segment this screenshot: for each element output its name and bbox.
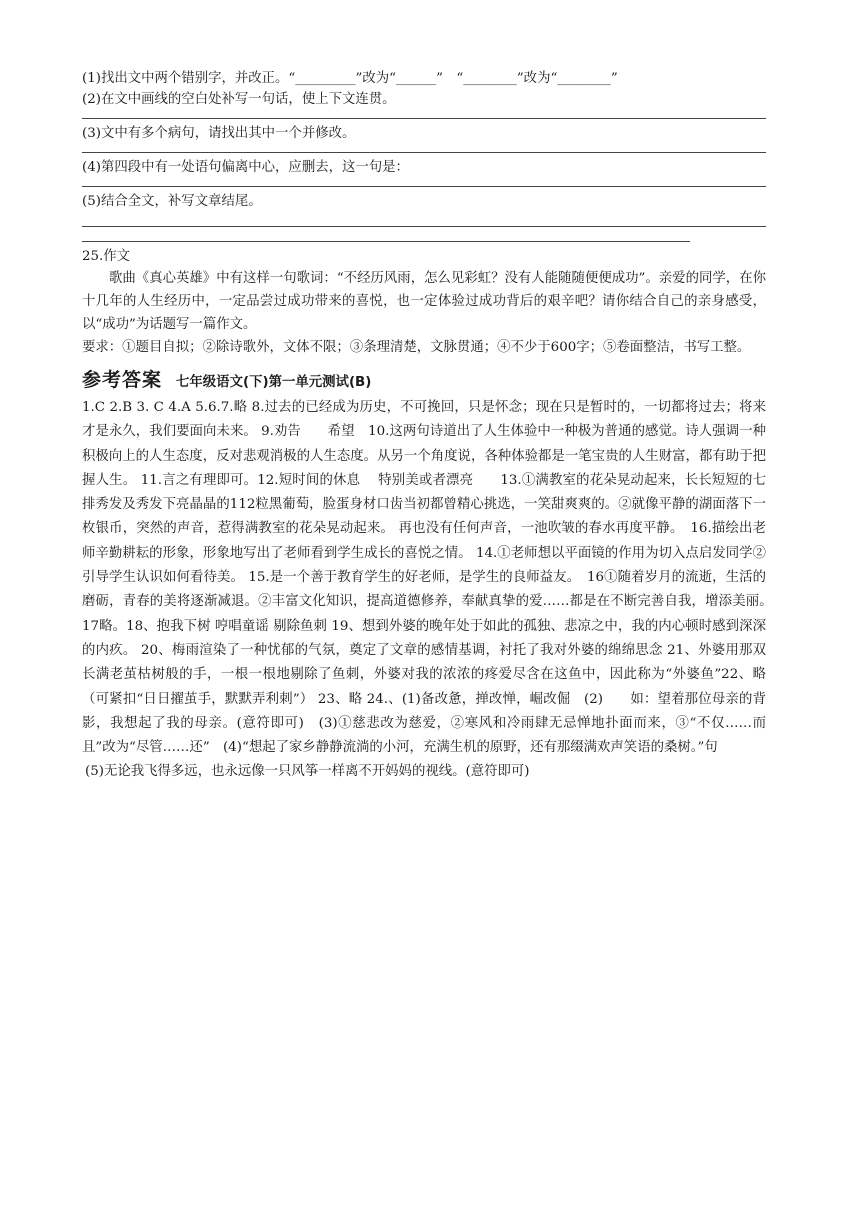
question-4: (4)第四段中有一处语句偏离中心，应删去，这一句是： bbox=[82, 160, 409, 175]
essay-requirements: 要求：①题目自拟；②除诗歌外，文体不限；③条理清楚，文脉贯通；④不少于600字；⑤卷面整洁，书写工整。 bbox=[82, 340, 751, 355]
answers-title: 参考答案 bbox=[82, 369, 163, 391]
essay-prompt: 歌曲《真心英雄》中有这样一句歌词：“不经历风雨，怎么见彩虹？没有人能随随便便成功”。亲爱的同学，在你十几年的人生经历中，一定品尝过成功带来的喜悦，也一定体验过成功背后的艰辛吧？请你结合自己的亲身感受，以“成功”为话题写一篇作文。 bbox=[82, 271, 766, 332]
question-1: (1)找出文中两个错别字，并改正。“_________”改为“______” “________”改为“________” bbox=[82, 71, 618, 86]
question-2: (2)在文中画线的空白处补写一句话，使上下文连贯。 bbox=[82, 92, 396, 107]
essay-heading: 25.作文 bbox=[82, 249, 131, 264]
answers-subtitle: 七年级语文(下)第一单元测试(B) bbox=[176, 375, 372, 390]
answers-last: (5)无论我飞得多远，也永远像一只风筝一样离不开妈妈的视线。(意符即可) bbox=[85, 764, 530, 780]
question-3: (3)文中有多个病句，请找出其中一个并修改。 bbox=[82, 126, 356, 141]
document-page bbox=[82, 68, 780, 785]
answers-body: 1.C 2.B 3. C 4.A 5.6.7.略 8.过去的已经成为历史，不可挽回，只是怀念；现在只是暂时的，一切都将过去；将来才是永久，我们要面向未来。 9.劝告 希望 10.这两句诗道出了人生体验中一种极为普通的感觉。诗人强调一种积极向上的人生态度，反对悲观消极的人生态度。从另一个角度说，各种体验都是一笔宝贵的人生财富，都有助于把握人生。 11.言之有理即可。12.短时间的休息 特别美或者漂亮 13.①满教室的花朵晃动起来，长长短短的七排秀发及秀发下亮晶晶的112粒黑葡萄，脸蛋身材口齿当初都曾精心挑选，一笑甜爽爽的。②就像平静的湖面落下一枚银币，突然的声音，惹得满教室的花朵晃动起来。 再也没有任何声音，一池吹皱的春水再度平静。 16.描绘出老师辛勤耕耘的形象，形象地写出了老师看到学生成长的喜悦之情。 14.①老师想以平面镜的作用为切入点启发同学②引导学生认识如何看待美。 15.是一个善于教育学生的好老师，是学生的良师益友。 16①随着岁月的流逝，生活的磨砺，青春的美将逐渐减退。②丰富文化知识，提高道德修养，奉献真挚的爱……都是在不断完善自我，增添美丽。 17略。18、抱我下树 哼唱童谣 剔除鱼刺 19、想到外婆的晚年处于如此的孤独、悲凉之中，我的内心顿时感到深深的内疚。 20、梅雨渲染了一种忧郁的气氛，奠定了文章的感情基调，衬托了我对外婆的绵绵思念 21、外婆用那双长满老茧枯树般的手，一根一根地剔除了鱼刺，外婆对我的浓浓的疼爱尽含在这鱼中，因此称为“外婆鱼”22、略（可紧扣“日日擢茧手，默默弄利刺”） 23、略 24.、(1)备改惫，掸改惮，崛改倔 (2) 如：望着那位母亲的背影，我想起了我的母亲。(意符即可) (3)①慈悲改为慈爱，②寒风和冷雨肆无忌惮地扑面而来，③“不仅……而且”改为“尽管……还” (4)“想起了家乡静静流淌的小河，充满生机的原野，还有那缀满欢声笑语的桑树。”句 bbox=[82, 400, 780, 756]
answers-header bbox=[82, 365, 766, 392]
question-5: (5)结合全文，补写文章结尾。 bbox=[82, 194, 262, 209]
